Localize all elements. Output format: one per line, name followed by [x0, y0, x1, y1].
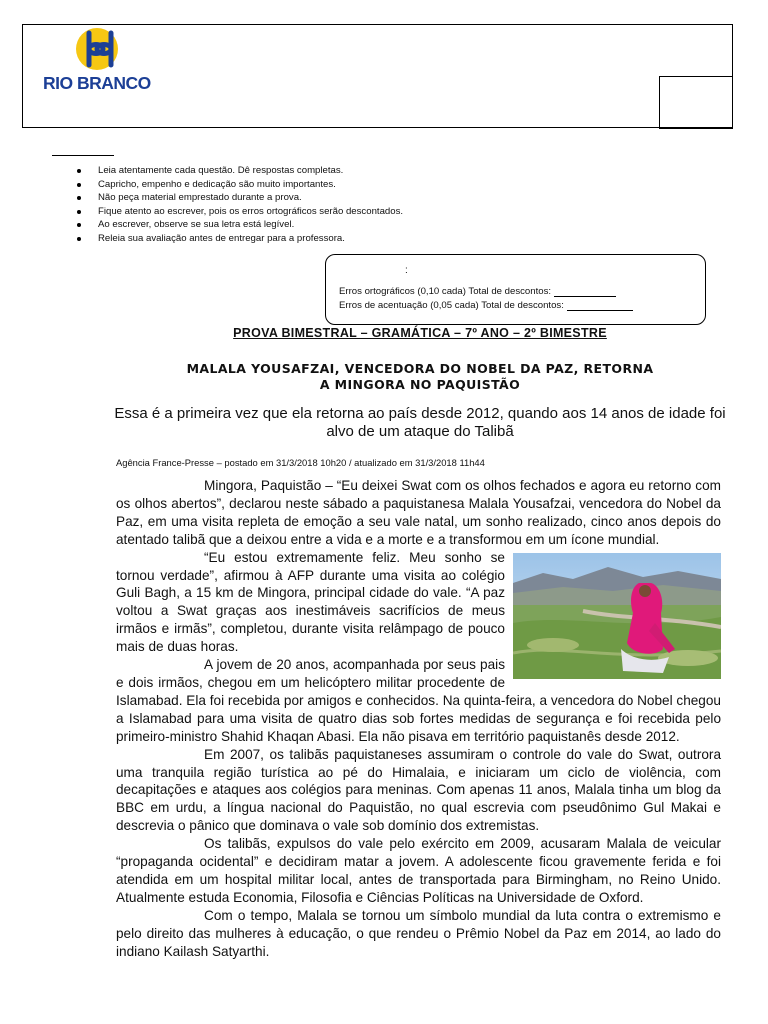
article-body [116, 477, 721, 960]
exam-title: PROVA BIMESTRAL – GRAMÁTICA – 7º ANO – 2º BIMESTRE [233, 326, 607, 340]
spelling-errors-row [339, 286, 616, 297]
article-paragraph [116, 477, 721, 549]
instruction-item: Ao escrever, observe se sua letra está legível. [76, 218, 403, 232]
paragraph-text: “Eu estou extremamente feliz. Meu sonho se tornou verdade”, afirmou à AFP durante uma visita ao colégio Guli Bagh, a 15 km de Mingora, principal cidade do vale. “A paz voltou a Swat graças aos inestimáveis sacrifícios de meus irmãos e irmãs”, completou, durante visita relâmpago de pouco mais de duas horas. [116, 549, 505, 655]
paragraph-text: Em 2007, os talibãs paquistaneses assumiram o controle do vale do Swat, outrora uma tranquila região turística ao pé do Himalaia, e iniciaram um ciclo de violência, com decapitações e ataques aos colégios para meninas. Com apenas 11 anos, Malala tinha um blog da BBC em urdu, a língua nacional do Paquistão, no qual escrevia com pseudônimo Gul Makai e descrevia o pânico que dominava o vale sob domínio dos extremistas. [116, 746, 721, 834]
article-paragraph [116, 746, 721, 836]
paragraph-text: Os talibãs, expulsos do vale pelo exército em 2009, acusaram Malala de veicular “propaganda ocidental” e decidiram matar a jovem. A adolescente ficou gravemente ferida e foi atendida em um hospital militar local, antes de transportada para Birmingham, no Reino Unido. Atualmente estuda Economia, Filosofia e Ciências Políticas na Universidade de Oxford. [116, 836, 721, 905]
accent-errors-label: Erros de acentuação (0,05 cada) Total de descontos: [339, 300, 564, 311]
article-subheadline: Essa é a primeira vez que ela retorna ao país desde 2012, quando aos 14 anos de idade foi alvo de um ataque do Talibã [114, 405, 726, 440]
spelling-errors-label: Erros ortográficos (0,10 cada) Total de descontos: [339, 286, 552, 297]
logo-text: RIO BRANCO [43, 73, 151, 93]
school-logo [33, 27, 159, 107]
instruction-item: Fique atento ao escrever, pois os erros ortográficos serão descontados. [76, 205, 403, 219]
article-headline [80, 361, 760, 392]
paragraph-text: Com o tempo, Malala se tornou um símbolo mundial da luta contra o extremismo e pelo direito das mulheres à educação, o que rendeu o Prêmio Nobel da Paz em 2014, ao lado do indiano Kailash Satyarthi. [116, 907, 721, 959]
spelling-errors-blank [554, 286, 616, 297]
article-byline: Agência France-Presse – postado em 31/3/2018 10h20 / atualizado em 31/3/2018 11h44 [116, 457, 485, 468]
accent-errors-row [339, 300, 633, 311]
name-line [52, 155, 114, 156]
headline-line-1: MALALA YOUSAFZAI, VENCEDORA DO NOBEL DA PAZ, RETORNA [186, 361, 654, 376]
instruction-item: Capricho, empenho e dedicação são muito importantes. [76, 178, 403, 192]
instruction-item: Releia sua avaliação antes de entregar para a professora. [76, 232, 403, 246]
paragraph-text: A jovem de 20 anos, acompanhada por seus pais e dois irmãos, chegou em um helicóptero militar procedente de Islamabad. Ela foi recebida por amigos e conhecidos. Na quinta-feira, a vencedora do Nobel chegou a Islamabad para uma visita de quatro dias sob fortes medidas de segurança e foi recebida pelo primeiro-ministro Shahid Khaqan Abasi. Ela não pisava em território paquistanês desde 2012. [116, 657, 721, 744]
header-box [22, 24, 733, 128]
article-paragraph [116, 835, 721, 907]
instruction-item: Não peça material emprestado durante a prova. [76, 191, 403, 205]
instruction-item: Leia atentamente cada questão. Dê respostas completas. [76, 164, 403, 178]
discount-colon: : [405, 265, 408, 276]
malala-photo [513, 553, 721, 679]
article-paragraph [116, 907, 721, 961]
paragraph-text: Mingora, Paquistão – “Eu deixei Swat com os olhos fechados e agora eu retorno com os olhos abertos”, declarou neste sábado a paquistanesa Malala Yousafzai, vencedora do Nobel da Paz, em uma visita repleta de emoção a seu vale natal, um sonho realizado, cinco anos depois do atentado talibã que a deixou entre a vida e a morte e a transformou em um ícone mundial. [116, 478, 721, 547]
accent-errors-blank [567, 300, 633, 311]
headline-line-2: A MINGORA NO PAQUISTÃO [319, 376, 521, 392]
rio-branco-logo-icon [33, 27, 159, 77]
discount-box [325, 254, 706, 325]
instructions-list [76, 164, 403, 246]
grade-box [659, 76, 733, 129]
